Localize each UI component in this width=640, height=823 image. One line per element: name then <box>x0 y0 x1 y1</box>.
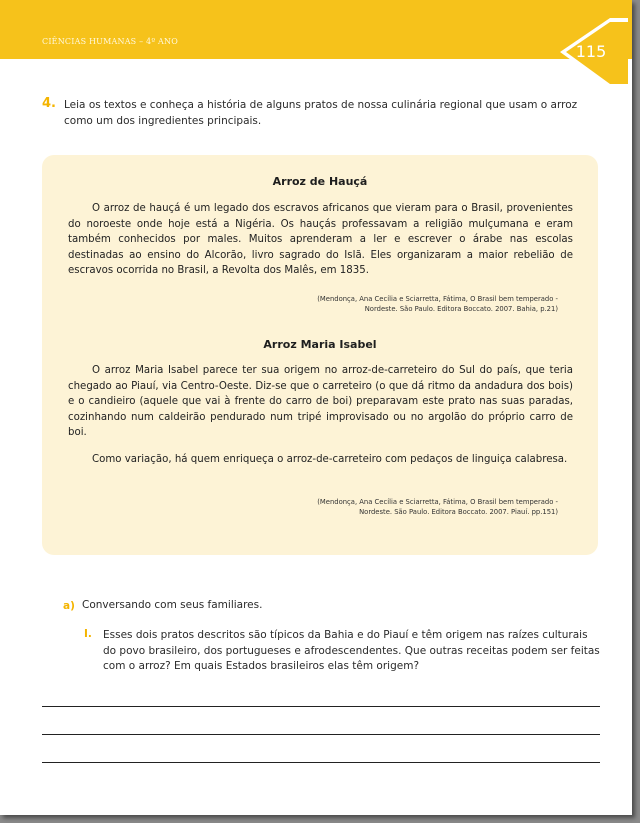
reading-reference: (Mendonça, Ana Cecília e Sciarretta, Fátima, O Brasil bem temperado - Nordeste. São Paulo. Editora Boccato. 2007. Piauí. pp.151) <box>317 498 558 516</box>
reading-title-hauca: Arroz de Hauçá <box>272 175 368 188</box>
reading-paragraph: Como variação, há quem enriqueça o arroz-de-carreteiro com pedaços de linguiça calabresa. <box>92 454 568 465</box>
item-text: Esses dois pratos descritos são típicos da Bahia e do Piauí e têm origem nas raízes culturais do povo brasileiro, dos portugueses e afrodescendentes. Que outras receitas podem ser feitas com o arroz? Em quais Estados brasileiros elas têm origem? <box>103 629 600 673</box>
reading-paragraph: O arroz Maria Isabel parece ter sua origem no arroz-de-carreteiro do Sul do país, que teria chegado ao Piauí, via Centro-Oeste. Diz-se que o carreteiro (o que dá ritmo da andadura dos bois) e o candieiro (aquele que vai à frente do carro de boi) preparavam este prato nas suas paradas, cozinhando num caldeirão pendurado num tripé improvisado ou no argolão do próprio carro de boi. <box>68 365 573 439</box>
answer-line[interactable] <box>42 734 600 735</box>
section-label: CIÊNCIAS HUMANAS – 4º ANO <box>42 37 178 46</box>
reading-paragraph: O arroz de hauçá é um legado dos escravos africanos que vieram para o Brasil, provenientes do noroeste onde hoje está a Nigéria. Os hauçás professavam a religião mulçumana e eram também conhecidos por males. Muitos aprenderam a ler e escrever o árabe nas escolas destinadas ao ensino do Alcorão, livro sagrado do Islã. Eles organizaram a maior rebelião de escravos ocorrida no Brasil, a Revolta dos Malês, em 1835. <box>68 203 573 277</box>
answer-line[interactable] <box>42 762 600 763</box>
reading-reference: (Mendonça, Ana Cecília e Sciarretta, Fátima, O Brasil bem temperado - Nordeste. São Paulo. Editora Boccato. 2007. Bahia, p.21) <box>317 295 558 313</box>
answer-line[interactable] <box>42 706 600 707</box>
subquestion-text: Conversando com seus familiares. <box>82 599 263 611</box>
question-text: Leia os textos e conheça a história de alguns pratos de nossa culinária regional que usam o arroz como um dos ingredientes principais. <box>64 99 578 127</box>
reading-box <box>42 155 598 555</box>
page-number: 115 <box>575 42 607 61</box>
item-label: I. <box>84 628 92 640</box>
reading-title-maria-isabel: Arroz Maria Isabel <box>263 338 377 351</box>
subquestion-label: a) <box>63 600 75 612</box>
question-number: 4. <box>42 96 56 111</box>
header-band <box>0 0 632 59</box>
